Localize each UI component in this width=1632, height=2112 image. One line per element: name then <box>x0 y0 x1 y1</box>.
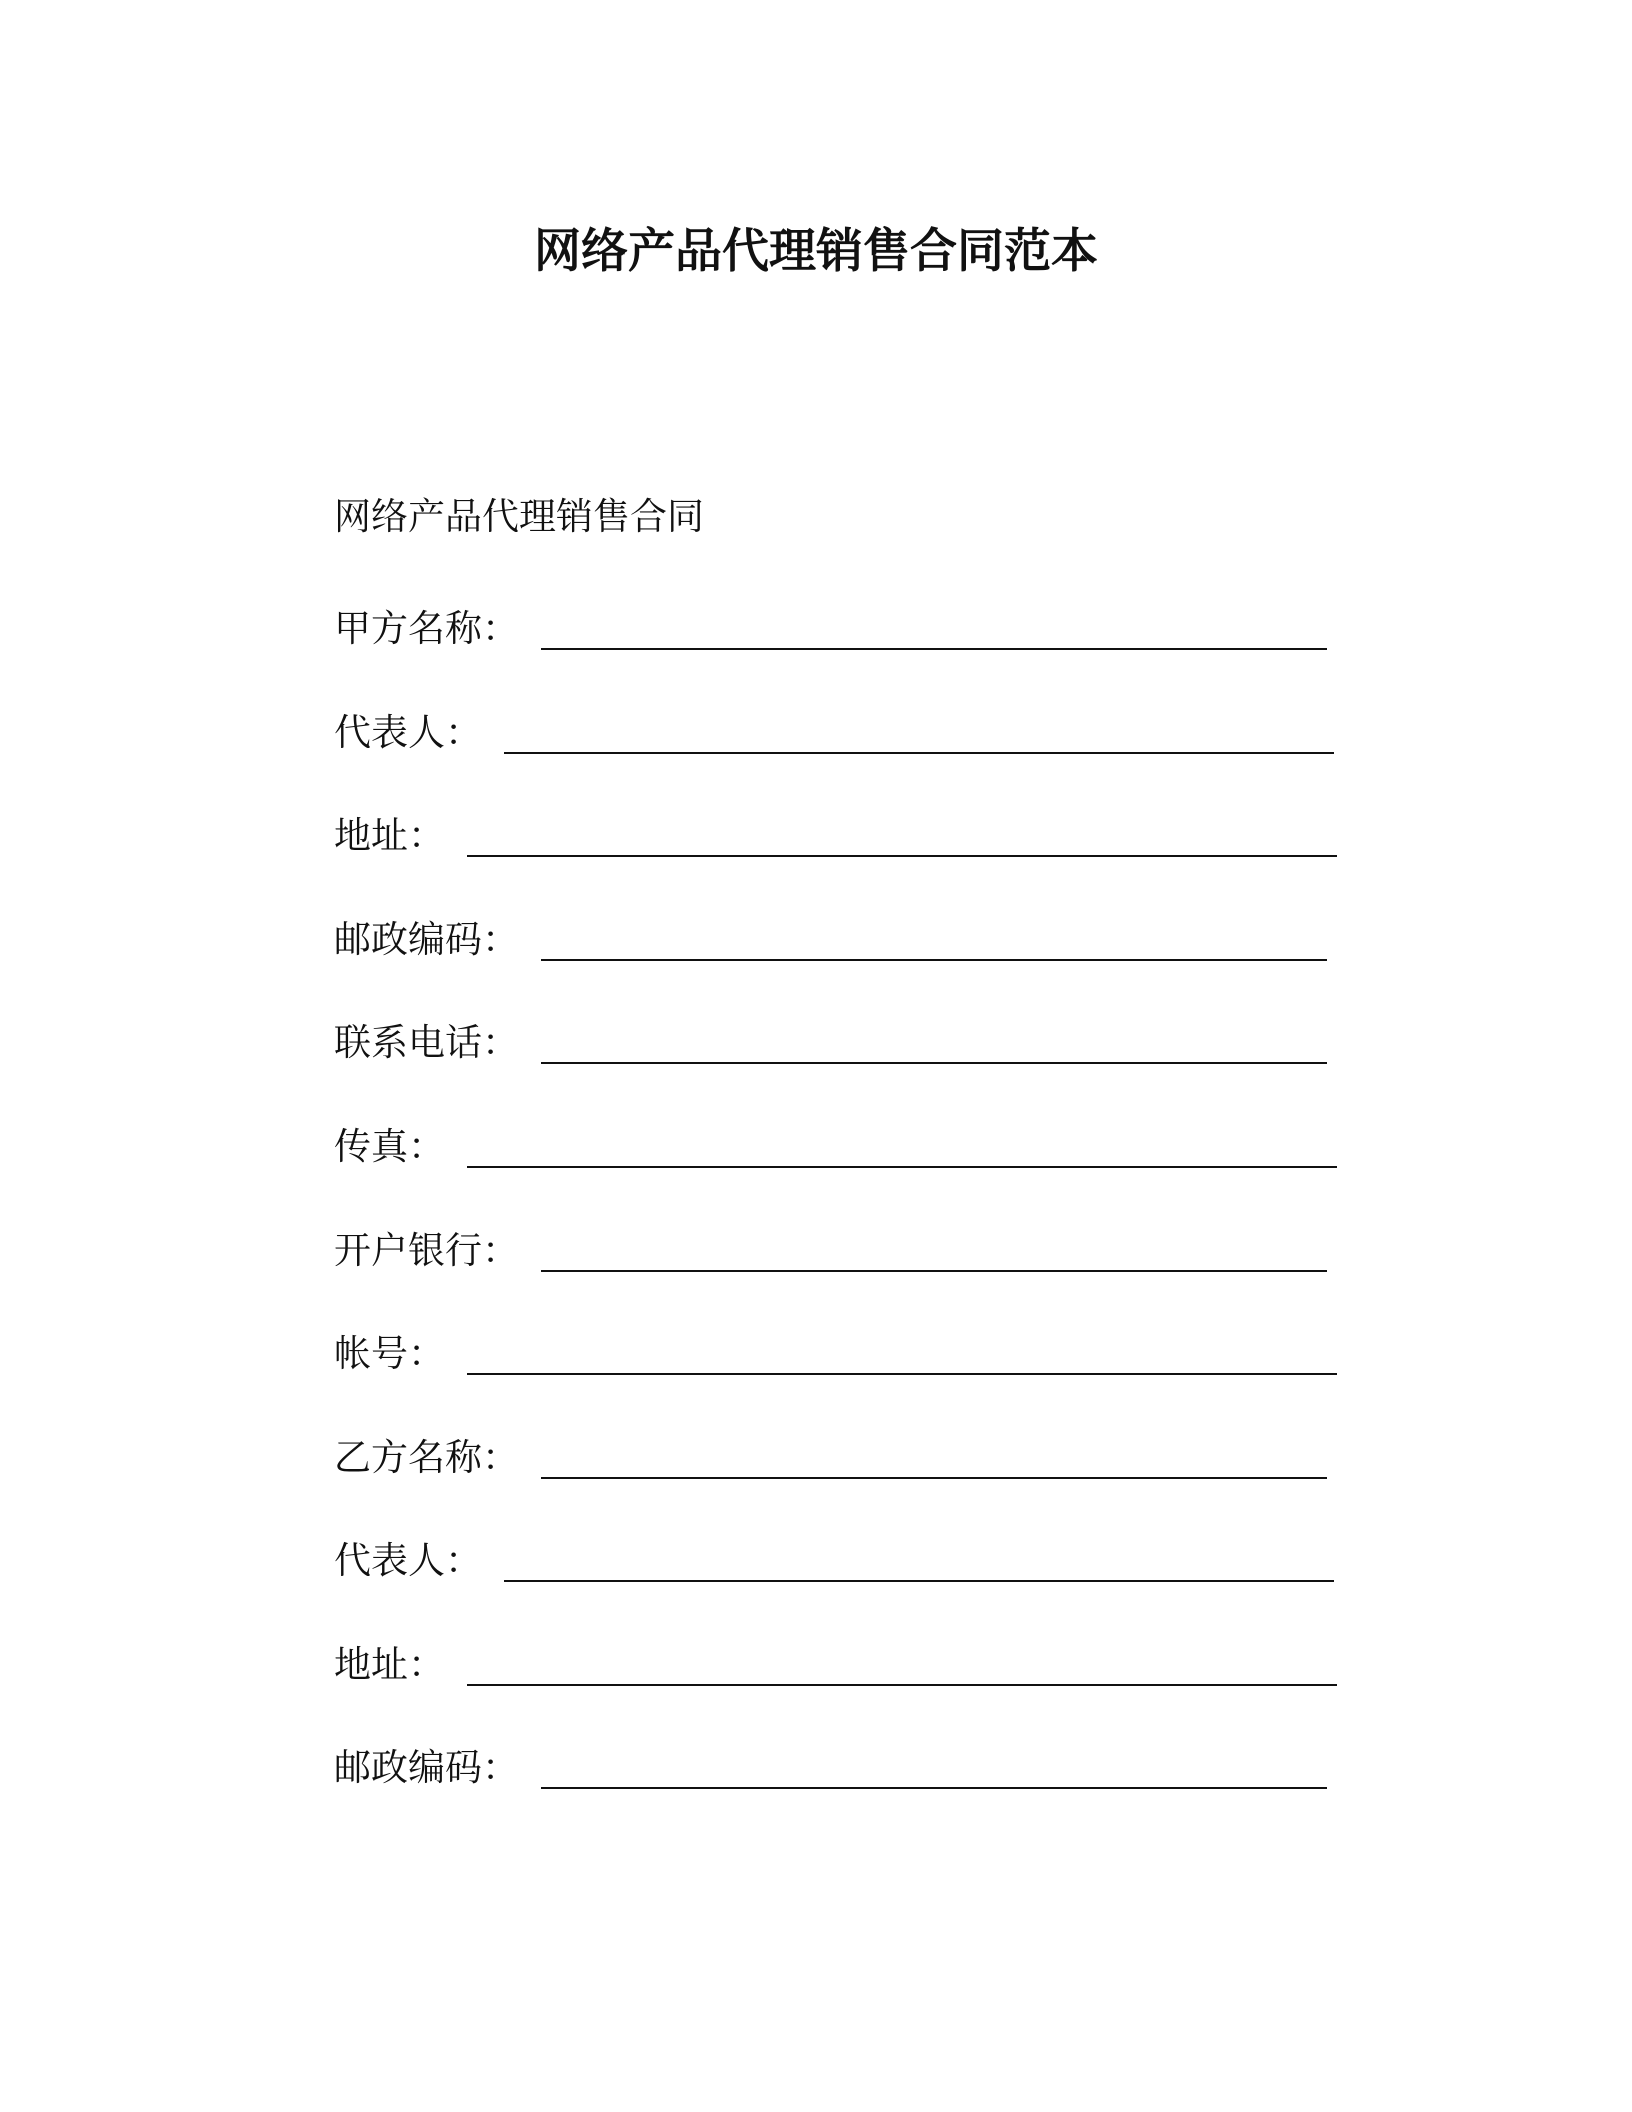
blank-line <box>467 1373 1337 1375</box>
field-party-a-address <box>334 809 1337 861</box>
blank-line <box>541 1062 1327 1064</box>
field-label: 开户银行： <box>334 1229 519 1272</box>
field-party-a-bank <box>334 1224 1327 1276</box>
blank-line <box>541 1270 1327 1272</box>
blank-line <box>541 959 1327 961</box>
field-party-a-fax <box>334 1120 1337 1172</box>
field-label: 乙方名称： <box>334 1436 519 1479</box>
blank-line <box>504 752 1334 754</box>
blank-line <box>504 1580 1334 1582</box>
field-label: 甲方名称： <box>334 607 519 650</box>
blank-line <box>467 1166 1337 1168</box>
field-label: 邮政编码： <box>334 918 519 961</box>
blank-line <box>541 648 1327 650</box>
blank-line <box>541 1787 1327 1789</box>
field-label: 传真： <box>334 1125 445 1168</box>
field-label: 代表人： <box>334 711 482 754</box>
field-label: 地址： <box>334 814 445 857</box>
field-party-a-phone <box>334 1016 1327 1068</box>
field-party-b-name <box>334 1431 1327 1483</box>
field-party-b-postal-code <box>334 1741 1327 1793</box>
field-party-a-account <box>334 1327 1337 1379</box>
field-party-b-representative <box>334 1534 1334 1586</box>
field-party-a-representative <box>334 706 1334 758</box>
blank-line <box>467 855 1337 857</box>
field-label: 代表人： <box>334 1539 482 1582</box>
field-party-a-postal-code <box>334 913 1327 965</box>
contract-heading: 网络产品代理销售合同 <box>334 495 704 538</box>
field-party-a-name <box>334 602 1327 654</box>
field-party-b-address <box>334 1638 1337 1690</box>
blank-line <box>467 1684 1337 1686</box>
field-label: 联系电话： <box>334 1021 519 1064</box>
field-label: 地址： <box>334 1643 445 1686</box>
field-label: 邮政编码： <box>334 1746 519 1789</box>
document-title: 网络产品代理销售合同范本 <box>534 224 1098 279</box>
field-label: 帐号： <box>334 1332 445 1375</box>
blank-line <box>541 1477 1327 1479</box>
